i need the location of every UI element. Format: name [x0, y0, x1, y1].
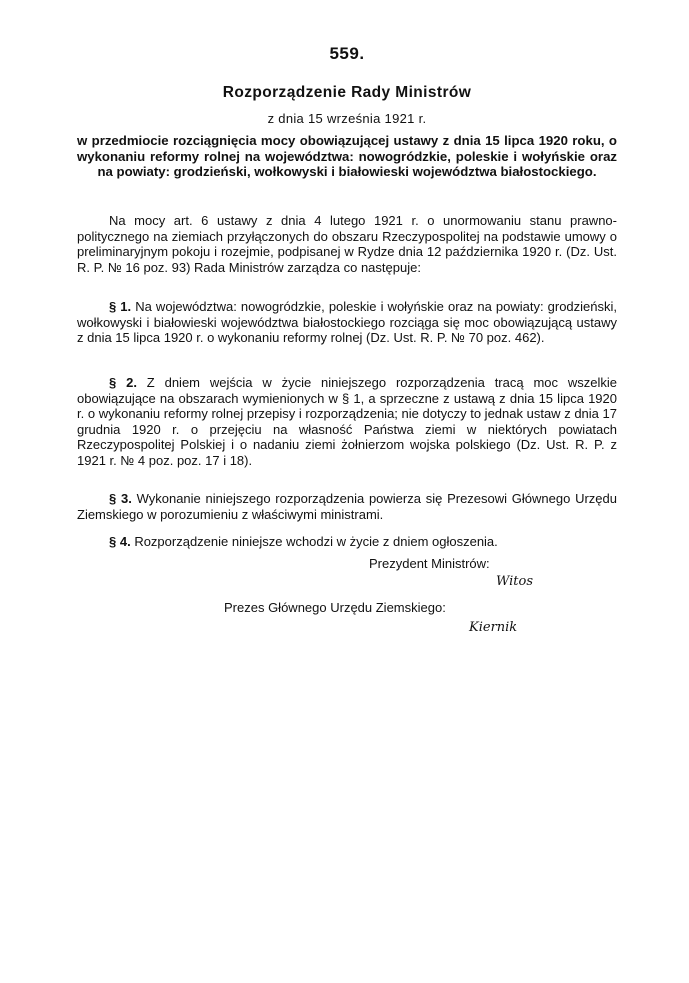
signature-name-prime-minister: Witos: [496, 574, 534, 589]
section-1: [77, 299, 617, 346]
section-4: [77, 534, 617, 550]
section-text: Rozporządzenie niniejsze wchodzi w życie z dniem ogłoszenia.: [134, 534, 498, 549]
section-mark: § 3.: [109, 491, 132, 506]
section-mark: § 2.: [109, 375, 137, 390]
section-text: Na województwa: nowogródzkie, poleskie i wołyńskie oraz na powiaty: grodzieński, wołkowyski i białowieski województwa białostockiego rozciąga się moc obowiązującą ustawy z dnia 15 lipca 1920 r. o wykonaniu reformy rolnej (Dz. Ust. R. P. № 70 poz. 462).: [77, 299, 617, 346]
regulation-title: Rozporządzenie Rady Ministrów: [222, 84, 472, 101]
section-text: Z dniem wejścia w życie niniejszego rozporządzenia tracą moc wszelkie obowiązujące na obszarach wymienionych w § 1, a sprzeczne z ustawą z dnia 15 lipca 1920 r. o wykonaniu reformy rolnej przepisy i rozporządzenia; nie dotyczy to jednak ustaw z dnia 17 grudnia 1920 r. o przejęciu na własność Państwa ziemi w niektórych powiatach Rzeczypospolitej Polskiej i o nadaniu ziemi żołnierzom wojska polskiego (Dz. Ust. R. P. z 1921 r. № 4 poz. poz. 17 i 18).: [77, 375, 617, 468]
section-2: [77, 375, 617, 469]
regulation-date: z dnia 15 września 1921 r.: [267, 111, 427, 126]
section-mark: § 4.: [109, 534, 131, 549]
signature-label-prime-minister: Prezydent Ministrów:: [369, 556, 490, 571]
section-text: Wykonanie niniejszego rozporządzenia powierza się Prezesowi Głównego Urzędu Ziemskiego w porozumieniu z właściwymi ministrami.: [77, 491, 617, 522]
signature-label-land-office: Prezes Głównego Urzędu Ziemskiego:: [224, 600, 446, 615]
preamble-paragraph: Na mocy art. 6 ustawy z dnia 4 lutego 1921 r. o unormowaniu stanu prawno-politycznego na ziemiach przyłączonych do obszaru Rzeczypospolitej na podstawie umowy o preliminaryjnym pokoju i rozejmie, podpisanej w Rydze dnia 12 października 1920 r. (Dz. Ust. R. P. № 16 poz. 93) Rada Ministrów zarządza co następuje:: [77, 213, 617, 275]
section-mark: § 1.: [109, 299, 132, 314]
signature-name-land-office: Kiernik: [469, 620, 518, 635]
section-3: [77, 491, 617, 522]
regulation-subject: w przedmiocie rozciągnięcia mocy obowiązującej ustawy z dnia 15 lipca 1920 roku, o wykonaniu reformy rolnej na województwa: nowogródzkie, poleskie i wołyńskie oraz na powiaty: grodzieński, wołkowyski i białowieski województwa białostockiego.: [77, 133, 617, 179]
page-number: 559.: [329, 44, 365, 63]
